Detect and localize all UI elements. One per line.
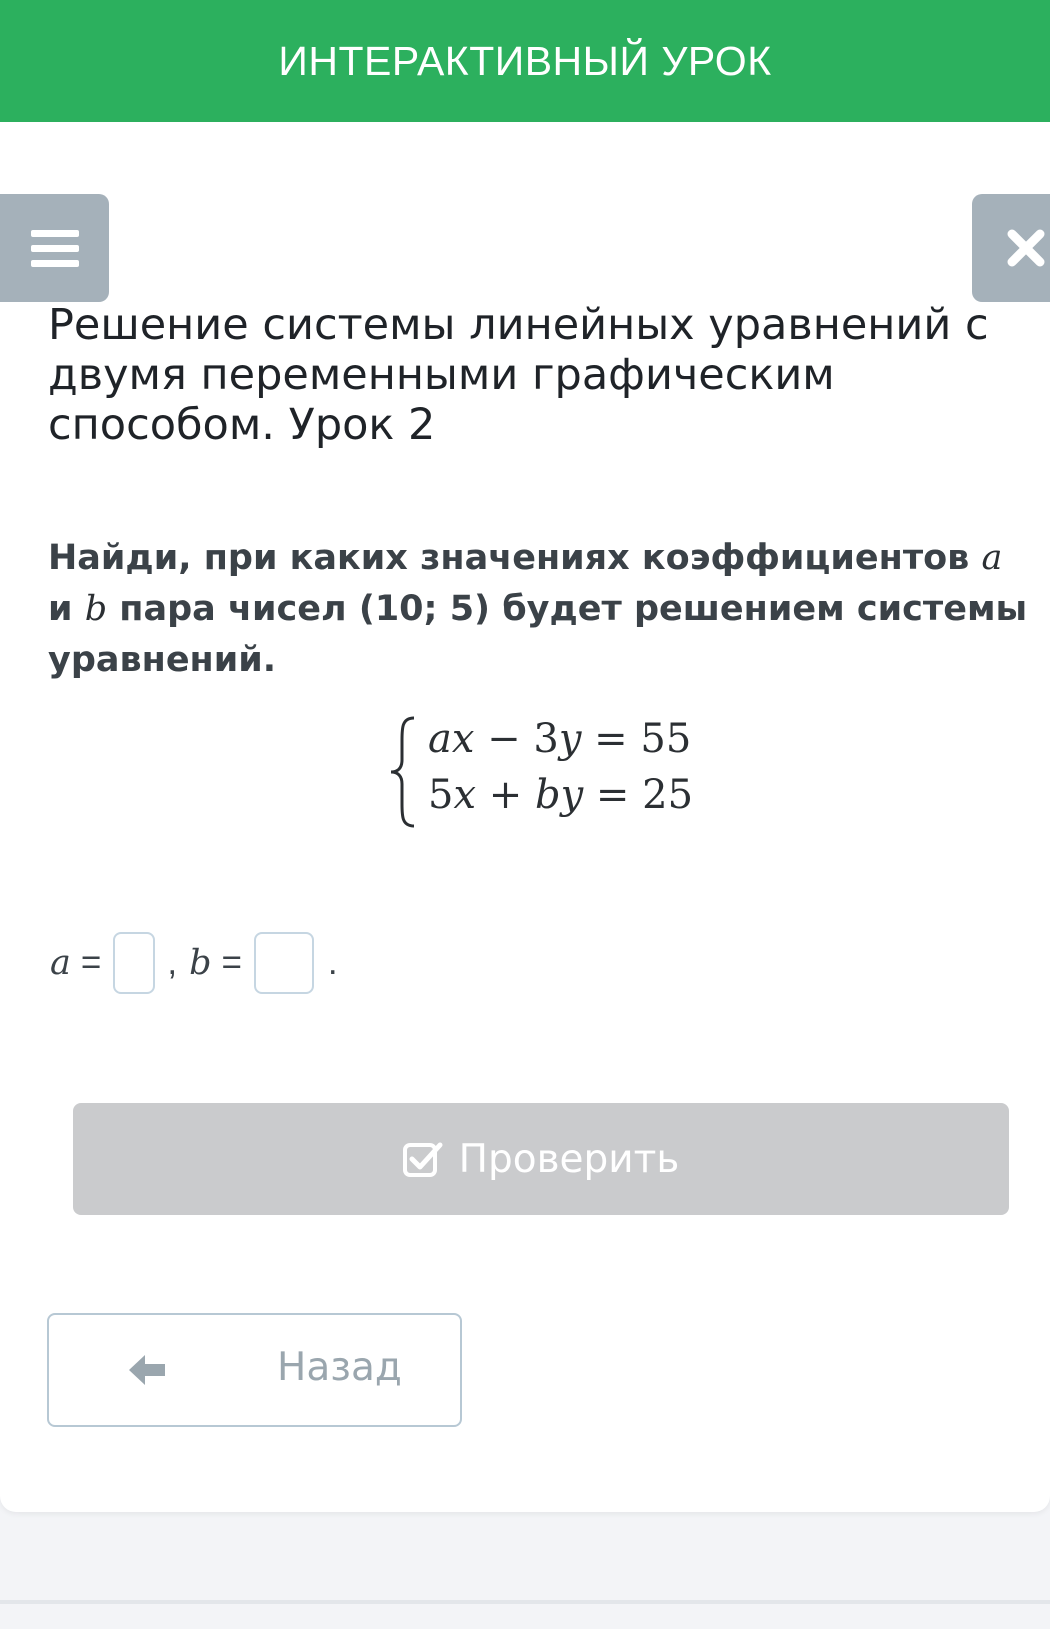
- answer-label-b: b: [189, 943, 212, 983]
- answer-row: [50, 930, 338, 996]
- page-header: [0, 0, 1050, 122]
- task-var-a: a: [981, 538, 1003, 578]
- back-button[interactable]: [47, 1313, 462, 1427]
- arrow-left-icon: [127, 1353, 167, 1390]
- answer-end-dot: .: [327, 943, 338, 982]
- close-button[interactable]: [972, 194, 1050, 302]
- check-square-icon: [403, 1141, 443, 1177]
- answer-a-input[interactable]: [113, 932, 155, 994]
- equals-sign: =: [80, 943, 102, 982]
- task-text: [48, 533, 1038, 686]
- equation-1: ax − 3y = 55: [428, 716, 692, 762]
- answer-b-input[interactable]: [254, 932, 314, 994]
- equals-sign: =: [221, 943, 242, 982]
- system-brace: [388, 714, 418, 830]
- footer-divider: [0, 1600, 1050, 1604]
- task-var-b: b: [84, 589, 108, 629]
- hamburger-icon: [31, 228, 79, 268]
- task-text-part-1: Найди, при каких значениях коэффициентов: [48, 538, 982, 578]
- menu-button[interactable]: [0, 194, 109, 302]
- task-text-part-2: и: [48, 589, 85, 629]
- header-title: ИНТЕРАКТИВНЫЙ УРОК: [278, 37, 772, 84]
- answer-label-a: a: [50, 943, 71, 983]
- lesson-title: Решение системы линейных уравнений с двумя переменными графическим способом. Урок 2: [48, 300, 989, 450]
- equation-system: [388, 714, 718, 834]
- close-icon: [1006, 228, 1046, 268]
- check-button-label: Проверить: [458, 1136, 680, 1182]
- back-button-label: Назад: [277, 1345, 402, 1390]
- task-text-part-3: пара чисел (10; 5) будет решением системы уравнений.: [48, 589, 1028, 680]
- equation-2: 5x + by = 25: [428, 772, 694, 818]
- answer-separator: ,: [167, 943, 178, 982]
- check-button[interactable]: [73, 1103, 1009, 1215]
